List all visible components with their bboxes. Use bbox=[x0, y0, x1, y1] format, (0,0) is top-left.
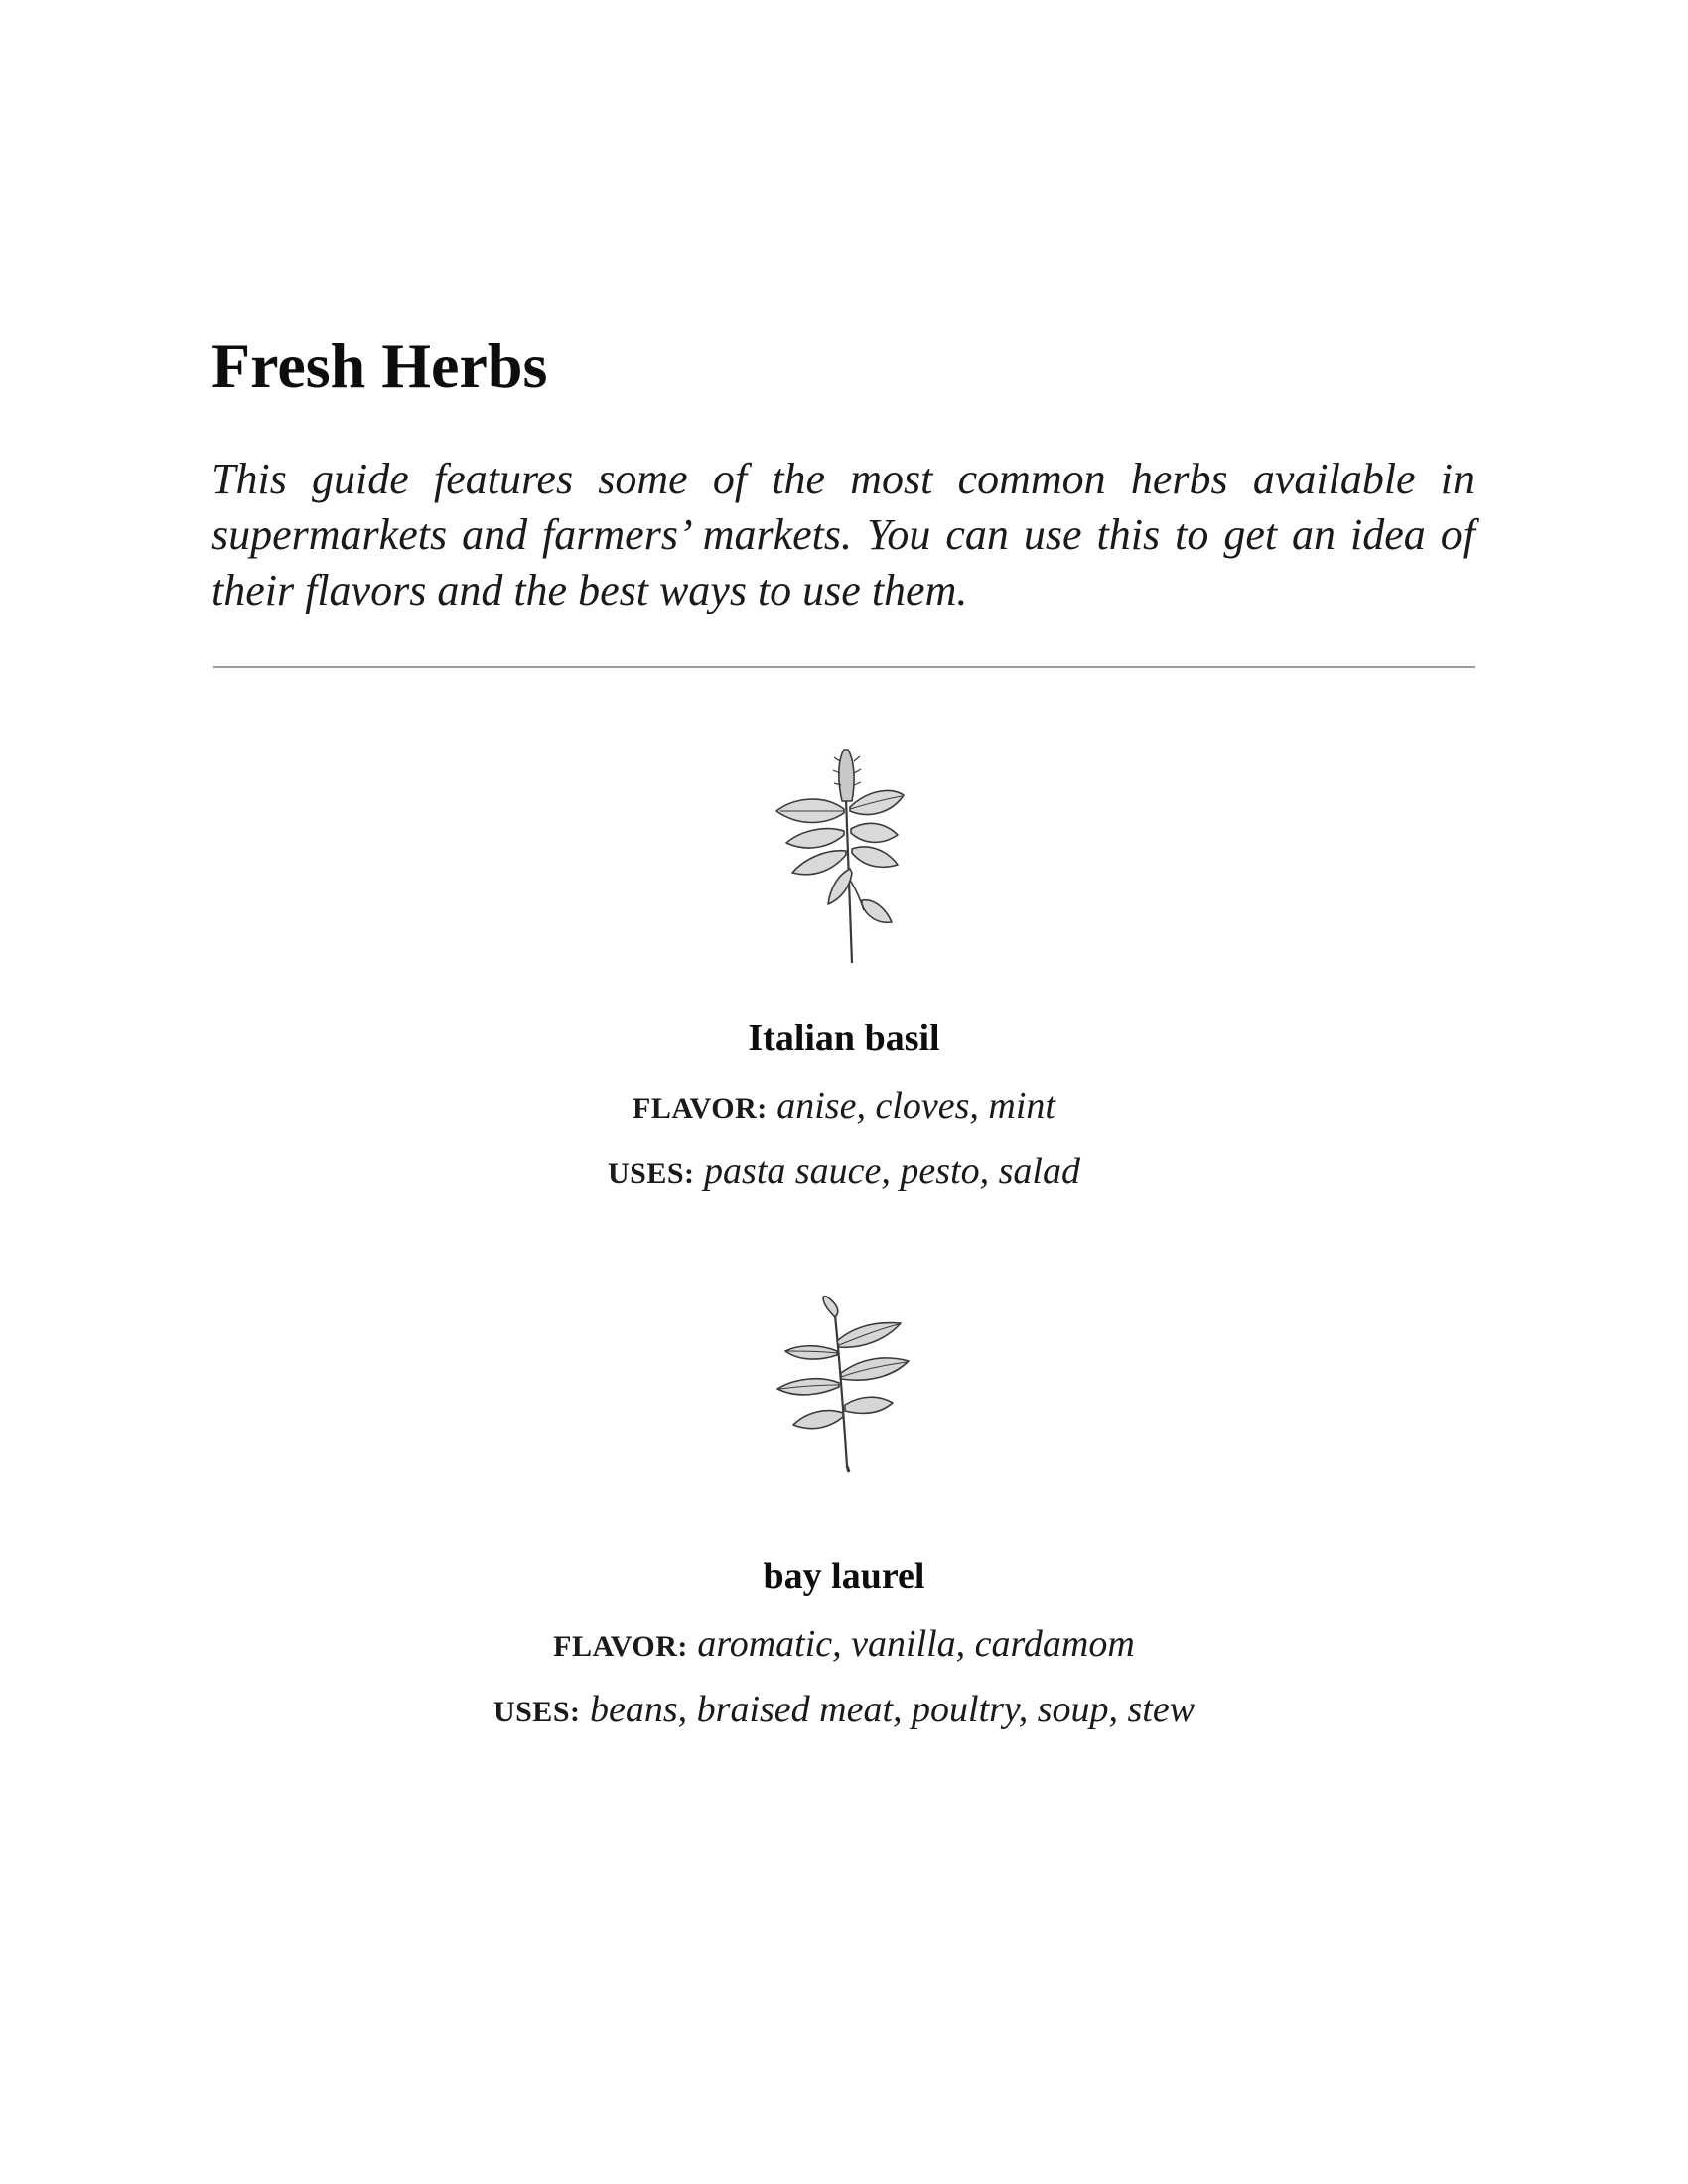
uses-value: pasta sauce, pesto, salad bbox=[704, 1151, 1080, 1192]
basil-sprig-icon bbox=[765, 740, 923, 968]
uses-value: beans, braised meat, poultry, soup, stew bbox=[590, 1689, 1196, 1730]
flavor-label: FLAVOR: bbox=[553, 1630, 688, 1663]
herb-uses-line bbox=[0, 1153, 1688, 1190]
herb-uses-line bbox=[0, 1691, 1688, 1728]
flavor-value: aromatic, vanilla, cardamom bbox=[697, 1623, 1135, 1665]
herb-entry-italian-basil bbox=[0, 740, 1688, 1190]
bay-laurel-sprig-icon bbox=[770, 1296, 918, 1474]
uses-label: USES: bbox=[492, 1696, 581, 1728]
uses-label: USES: bbox=[608, 1158, 695, 1190]
herb-entry-bay-laurel bbox=[0, 1296, 1688, 1728]
intro-paragraph: This guide features some of the most common herbs available in supermarkets and farmers’ markets. You can use this to get an idea of their flavors and the best ways to use them. bbox=[211, 455, 1475, 614]
section-divider bbox=[213, 666, 1475, 668]
herb-flavor-line bbox=[0, 1087, 1688, 1125]
flavor-value: anise, cloves, mint bbox=[776, 1085, 1055, 1127]
flavor-label: FLAVOR: bbox=[633, 1092, 768, 1125]
herb-name: Italian basil bbox=[748, 1018, 940, 1059]
herb-flavor-line bbox=[0, 1625, 1688, 1663]
herb-name: bay laurel bbox=[763, 1556, 925, 1597]
page-title: Fresh Herbs bbox=[211, 331, 548, 401]
